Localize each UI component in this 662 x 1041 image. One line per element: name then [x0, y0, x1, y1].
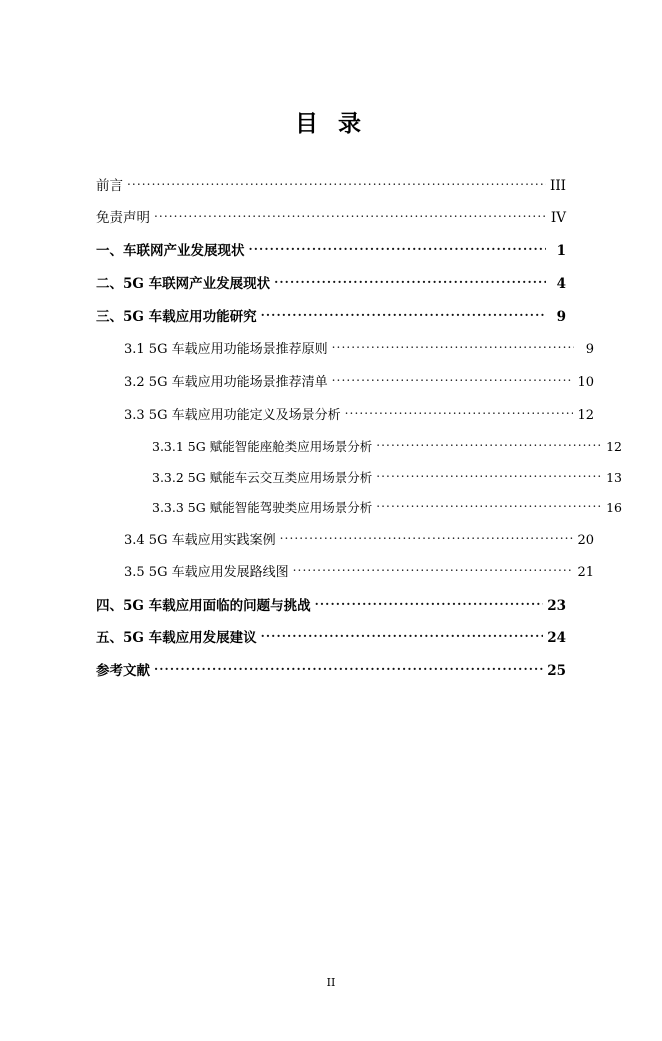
- toc-entry-page-number: 12: [606, 439, 622, 455]
- toc-leader-dots: [261, 308, 546, 322]
- toc-entry-page-number: 4: [556, 276, 566, 293]
- toc-entry-label: 免责声明: [96, 210, 150, 227]
- toc-entry[interactable]: [96, 469, 622, 485]
- toc-entry-page-number: 20: [577, 532, 594, 548]
- toc-entry-page-number: 9: [585, 342, 594, 358]
- table-of-contents: [96, 176, 622, 680]
- toc-entry-label: 四、5G 车载应用面临的问题与挑战: [96, 597, 311, 614]
- toc-entry[interactable]: [96, 275, 566, 293]
- toc-entry[interactable]: [96, 209, 566, 227]
- footer-page-number: II: [326, 976, 336, 989]
- toc-leader-dots: [332, 340, 574, 353]
- toc-leader-dots: [261, 629, 544, 643]
- toc-entry-page-number: 10: [577, 375, 594, 391]
- toc-entry[interactable]: [96, 563, 594, 581]
- toc-entry-page-number: 1: [556, 243, 566, 260]
- toc-entry-page-number: 24: [547, 630, 566, 647]
- toc-entry-label: 3.5 5G 车载应用发展路线图: [124, 565, 289, 581]
- toc-entry-label: 五、5G 车载应用发展建议: [96, 630, 257, 647]
- toc-entry[interactable]: [96, 596, 566, 614]
- toc-entry[interactable]: [96, 242, 566, 260]
- toc-entry-page-number: IV: [550, 210, 566, 227]
- toc-leader-dots: [315, 596, 544, 610]
- toc-entry-label: 前言: [96, 177, 123, 194]
- toc-leader-dots: [274, 275, 546, 289]
- toc-leader-dots: [376, 439, 602, 452]
- toc-leader-dots: [376, 500, 602, 513]
- toc-entry[interactable]: [96, 629, 566, 647]
- toc-leader-dots: [127, 176, 546, 190]
- toc-entry-page-number: 9: [556, 309, 566, 325]
- toc-leader-dots: [154, 209, 546, 223]
- toc-entry-label: 3.1 5G 车载应用功能场景推荐原则: [124, 342, 328, 358]
- toc-entry-label: 二、5G 车联网产业发展现状: [96, 276, 271, 293]
- toc-leader-dots: [345, 406, 574, 419]
- toc-leader-dots: [332, 373, 574, 386]
- toc-entry-label: 一、车联网产业发展现状: [96, 243, 245, 260]
- toc-entry-page-number: 23: [547, 597, 566, 614]
- toc-entry-label: 3.3.2 5G 赋能车云交互类应用场景分析: [152, 469, 373, 485]
- toc-leader-dots: [376, 469, 602, 482]
- document-page: [0, 105, 662, 1041]
- toc-entry-page-number: 16: [606, 500, 622, 516]
- toc-entry-label: 3.3.1 5G 赋能智能座舱类应用场景分析: [152, 439, 373, 455]
- toc-entry-page-number: 25: [547, 663, 566, 680]
- toc-entry[interactable]: [96, 373, 594, 391]
- toc-entry-page-number: III: [550, 177, 566, 194]
- toc-entry-label: 参考文献: [96, 663, 150, 680]
- toc-entry[interactable]: [96, 308, 566, 326]
- toc-entry-label: 3.2 5G 车载应用功能场景推荐清单: [124, 375, 328, 391]
- toc-entry-page-number: 13: [606, 469, 622, 485]
- toc-entry[interactable]: [96, 662, 566, 680]
- toc-entry[interactable]: [96, 531, 594, 549]
- toc-entry-label: 三、5G 车载应用功能研究: [96, 309, 257, 325]
- toc-entry[interactable]: [96, 406, 594, 424]
- toc-entry[interactable]: [96, 500, 622, 516]
- toc-leader-dots: [249, 242, 547, 256]
- toc-entry-label: 3.3.3 5G 赋能智能驾驶类应用场景分析: [152, 500, 373, 516]
- toc-entry[interactable]: [96, 439, 622, 455]
- toc-entry[interactable]: [96, 340, 594, 358]
- toc-entry-label: 3.3 5G 车载应用功能定义及场景分析: [124, 407, 341, 423]
- page-title: 目 录: [294, 110, 367, 137]
- toc-entry-page-number: 21: [577, 565, 594, 581]
- toc-entry-page-number: 12: [577, 407, 594, 423]
- toc-leader-dots: [293, 563, 574, 576]
- toc-entry-label: 3.4 5G 车载应用实践案例: [124, 532, 276, 548]
- toc-leader-dots: [280, 531, 574, 544]
- toc-entry[interactable]: [96, 176, 566, 194]
- toc-leader-dots: [154, 662, 543, 676]
